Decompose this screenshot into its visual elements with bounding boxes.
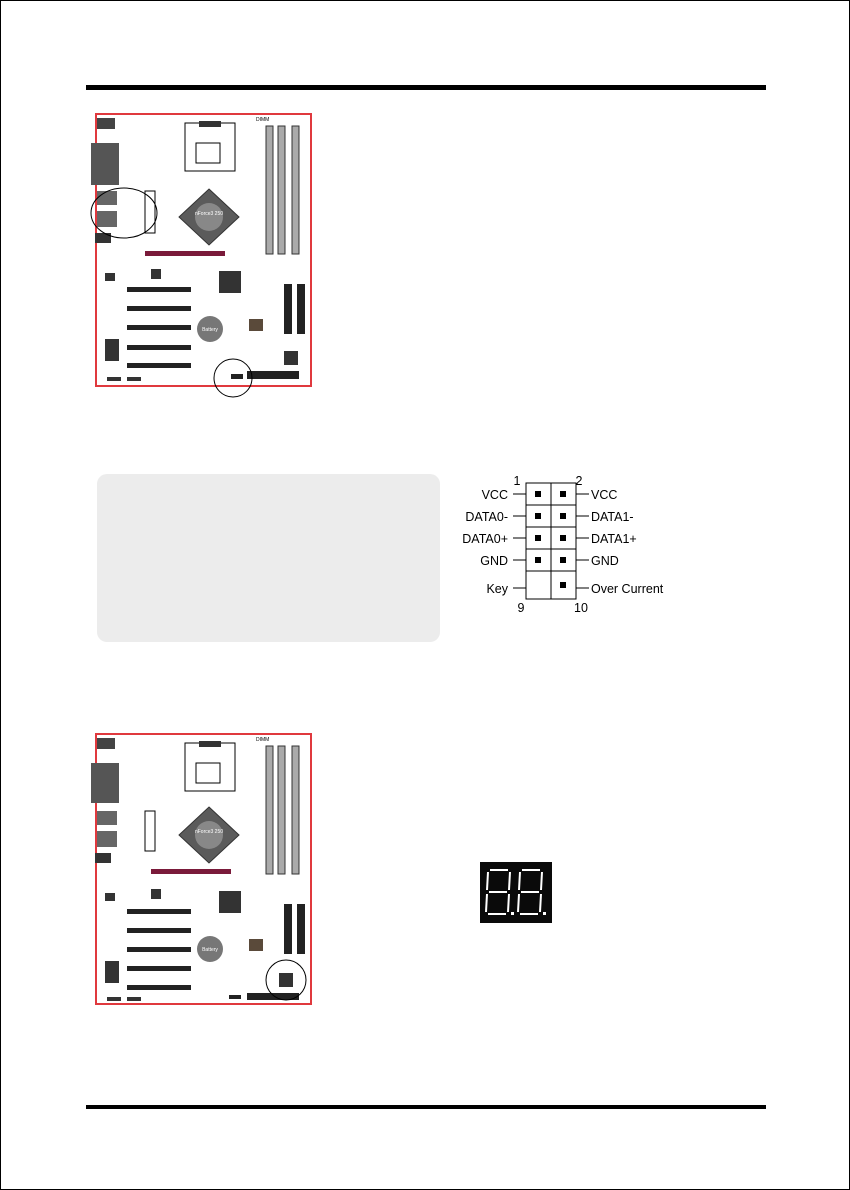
dimm-slot-3 — [292, 126, 299, 254]
ps2-port — [97, 738, 115, 749]
pin-label-right: Over Current — [591, 582, 664, 596]
floppy-connector — [247, 371, 299, 379]
audio-port — [95, 233, 111, 243]
audio-chip — [105, 961, 119, 983]
small-chip — [151, 269, 161, 279]
usb-port — [97, 211, 117, 227]
pin-row-4 — [480, 549, 619, 571]
pin-label-right: VCC — [591, 488, 618, 502]
dimm-slot-2 — [278, 746, 285, 874]
pin-row-3 — [462, 527, 636, 549]
socket-lever — [199, 741, 221, 747]
chipset-label: nForce3 250 — [194, 829, 224, 835]
ide-connector-1 — [284, 284, 292, 334]
atx-power — [145, 811, 155, 851]
debug-led-chip — [279, 973, 293, 987]
header-rule — [86, 85, 766, 90]
pin-label-left: Key — [486, 582, 508, 596]
pci-slot-5 — [127, 985, 191, 990]
pin-label-left: VCC — [481, 488, 508, 502]
bios-chip — [249, 319, 263, 331]
cpu-socket — [185, 743, 235, 791]
dimm-label: DIMM — [256, 737, 270, 743]
southbridge-chip — [219, 891, 241, 913]
pci-slot-2 — [127, 306, 191, 311]
pci-slot-1 — [127, 287, 191, 292]
pin-row-1 — [482, 483, 618, 505]
footer-rule — [86, 1105, 766, 1109]
cpu-socket — [185, 123, 235, 171]
pci-slot-1 — [127, 909, 191, 914]
battery-label: Battery — [202, 947, 218, 953]
pin-number-9: 9 — [517, 601, 525, 615]
chipset-label: nForce3 250 — [194, 211, 224, 217]
usb-header — [231, 374, 243, 379]
ide-connector-1 — [284, 904, 292, 954]
pci-slot-3 — [127, 947, 191, 952]
pin-number-1: 1 — [513, 474, 521, 488]
pin-label-right: GND — [591, 554, 619, 568]
ps2-port — [97, 118, 115, 129]
motherboard-diagram-debug-led — [79, 729, 319, 1019]
front-panel-header — [107, 377, 121, 381]
socket-lever — [199, 121, 221, 127]
agp-slot — [151, 869, 231, 874]
pci-slot-4 — [127, 345, 191, 350]
usb-lan-port — [97, 811, 117, 825]
io-header — [105, 273, 115, 281]
dimm-slot-1 — [266, 746, 273, 874]
dimm-slot-3 — [292, 746, 299, 874]
pin-label-right: DATA1- — [591, 510, 634, 524]
pin-label-right: DATA1+ — [591, 532, 637, 546]
debug-led — [284, 351, 298, 365]
pci-slot-5 — [127, 363, 191, 368]
ide-connector-2 — [297, 284, 305, 334]
bios-chip — [249, 939, 263, 951]
motherboard-diagram-usb — [79, 109, 319, 409]
usb-port — [97, 831, 117, 847]
dimm-label: DIMM — [256, 117, 270, 123]
info-box — [97, 474, 440, 642]
pin-label-left: GND — [480, 554, 508, 568]
small-chip — [151, 889, 161, 899]
pin-label-left: DATA0- — [465, 510, 508, 524]
audio-port — [95, 853, 111, 863]
pci-slot-2 — [127, 928, 191, 933]
southbridge-chip — [219, 271, 241, 293]
pin-number-2: 2 — [575, 474, 583, 488]
io-header — [105, 893, 115, 901]
dimm-slot-1 — [266, 126, 273, 254]
pin-row-2 — [465, 505, 633, 527]
front-panel-header — [107, 997, 121, 1001]
seven-segment-display — [480, 862, 552, 923]
pci-slot-4 — [127, 966, 191, 971]
audio-chip — [105, 339, 119, 361]
front-audio-header — [127, 997, 141, 1001]
usb-lan-port — [97, 191, 117, 205]
usb-header — [229, 995, 241, 999]
ide-connector-2 — [297, 904, 305, 954]
chipset-heatsink — [195, 203, 223, 231]
usb-header-pinout — [451, 471, 681, 621]
front-audio-header — [127, 377, 141, 381]
pci-slot-3 — [127, 325, 191, 330]
parallel-serial-port — [91, 143, 119, 185]
agp-slot — [145, 251, 225, 256]
parallel-serial-port — [91, 763, 119, 803]
battery-label: Battery — [202, 327, 218, 333]
pin-row-5 — [486, 571, 663, 599]
dimm-slot-2 — [278, 126, 285, 254]
pin-number-10: 10 — [574, 601, 588, 615]
pin-label-left: DATA0+ — [462, 532, 508, 546]
chipset-heatsink — [195, 821, 223, 849]
